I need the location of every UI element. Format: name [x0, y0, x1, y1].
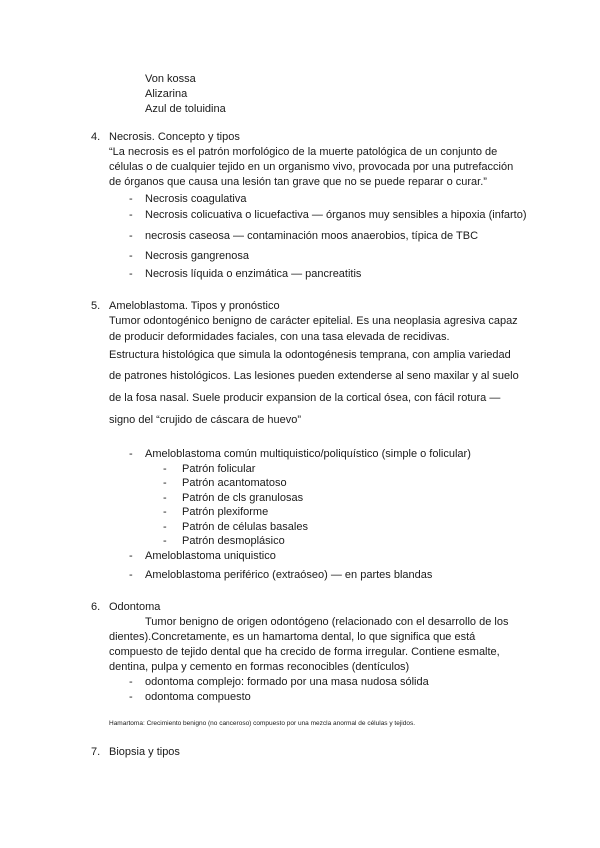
- bullet-dash: -: [129, 250, 133, 262]
- ameloblastoma-type: Ameloblastoma periférico (extraóseo) — en partes blandas: [145, 569, 433, 581]
- body-line: compuesto de tejido dental que ha crecido de forma irregular. Contiene esmalte,: [109, 646, 500, 658]
- necrosis-type: Necrosis coagulativa: [145, 193, 247, 205]
- stain-item: Von kossa: [145, 73, 196, 85]
- section-number: 6.: [91, 601, 101, 613]
- body-line: de patrones histológicos. Las lesiones pueden extenderse al seno maxilar y al suelo: [109, 370, 519, 382]
- odontoma-type: odontoma complejo: formado por una masa nudosa sólida: [145, 676, 429, 688]
- necrosis-type: necrosis caseosa — contaminación moos anaerobios, típica de TBC: [145, 230, 479, 242]
- quote-line: de órganos que causa una lesión tan grave que no se puede reparar o curar.”: [109, 176, 487, 188]
- body-line: dientes).Concretamente, es un hamartoma dental, lo que significa que está: [109, 631, 476, 643]
- bullet-dash: -: [129, 550, 133, 562]
- pattern-item: Patrón de células basales: [182, 521, 308, 533]
- ameloblastoma-type: Ameloblastoma común multiquistico/poliquístico (simple o folicular): [145, 448, 471, 460]
- pattern-item: Patrón desmoplásico: [182, 535, 285, 547]
- bullet-dash: -: [163, 477, 167, 489]
- pattern-item: Patrón plexiforme: [182, 506, 269, 518]
- body-line: dentina, pulpa y cemento en formas reconocibles (dentículos): [109, 661, 410, 673]
- section-number: 5.: [91, 300, 101, 312]
- body-line: Estructura histológica que simula la odontogénesis temprana, con amplia variedad: [109, 349, 511, 361]
- bullet-dash: -: [129, 569, 133, 581]
- section-title: Biopsia y tipos: [109, 746, 180, 758]
- body-line: de la fosa nasal. Suele producir expansion de la cortical ósea, con fácil rotura —: [109, 392, 501, 404]
- body-line: Tumor odontogénico benigno de carácter epitelial. Es una neoplasia agresiva capaz: [109, 315, 518, 327]
- bullet-dash: -: [129, 268, 133, 280]
- body-line: de producir deformidades faciales, con una tasa elevada de recidivas.: [109, 331, 450, 343]
- section-title: Odontoma: [109, 601, 161, 613]
- footnote: Hamartoma: Crecimiento benigno (no canceroso) compuesto por una mezcla anormal de células y tejidos.: [109, 720, 416, 727]
- stain-item: Alizarina: [145, 88, 188, 100]
- necrosis-type: Necrosis líquida o enzimática — pancreatitis: [145, 268, 362, 280]
- bullet-dash: -: [129, 676, 133, 688]
- section-title: Ameloblastoma. Tipos y pronóstico: [109, 300, 280, 312]
- section-title: Necrosis. Concepto y tipos: [109, 131, 240, 143]
- bullet-dash: -: [129, 691, 133, 703]
- ameloblastoma-type: Ameloblastoma uniquistico: [145, 550, 276, 562]
- bullet-dash: -: [163, 506, 167, 518]
- section-number: 7.: [91, 746, 101, 758]
- pattern-item: Patrón folicular: [182, 463, 256, 475]
- odontoma-type: odontoma compuesto: [145, 691, 251, 703]
- bullet-dash: -: [163, 492, 167, 504]
- bullet-dash: -: [129, 193, 133, 205]
- quote-line: “La necrosis es el patrón morfológico de la muerte patológica de un conjunto de: [109, 146, 498, 158]
- pattern-item: Patrón acantomatoso: [182, 477, 287, 489]
- body-line: Tumor benigno de origen odontógeno (relacionado con el desarrollo de los: [145, 616, 509, 628]
- bullet-dash: -: [129, 230, 133, 242]
- bullet-dash: -: [129, 209, 133, 221]
- bullet-dash: -: [129, 448, 133, 460]
- body-line: signo del “crujido de cáscara de huevo”: [109, 414, 302, 426]
- necrosis-type: Necrosis gangrenosa: [145, 250, 249, 262]
- section-number: 4.: [91, 131, 101, 143]
- quote-line: células o de cualquier tejido en un organismo vivo, provocada por una putrefacción: [109, 161, 514, 173]
- necrosis-type: Necrosis colicuativa o licuefactiva — órganos muy sensibles a hipoxia (infarto): [145, 209, 527, 221]
- pattern-item: Patrón de cls granulosas: [182, 492, 304, 504]
- bullet-dash: -: [163, 535, 167, 547]
- stain-item: Azul de toluidina: [145, 103, 226, 115]
- bullet-dash: -: [163, 521, 167, 533]
- bullet-dash: -: [163, 463, 167, 475]
